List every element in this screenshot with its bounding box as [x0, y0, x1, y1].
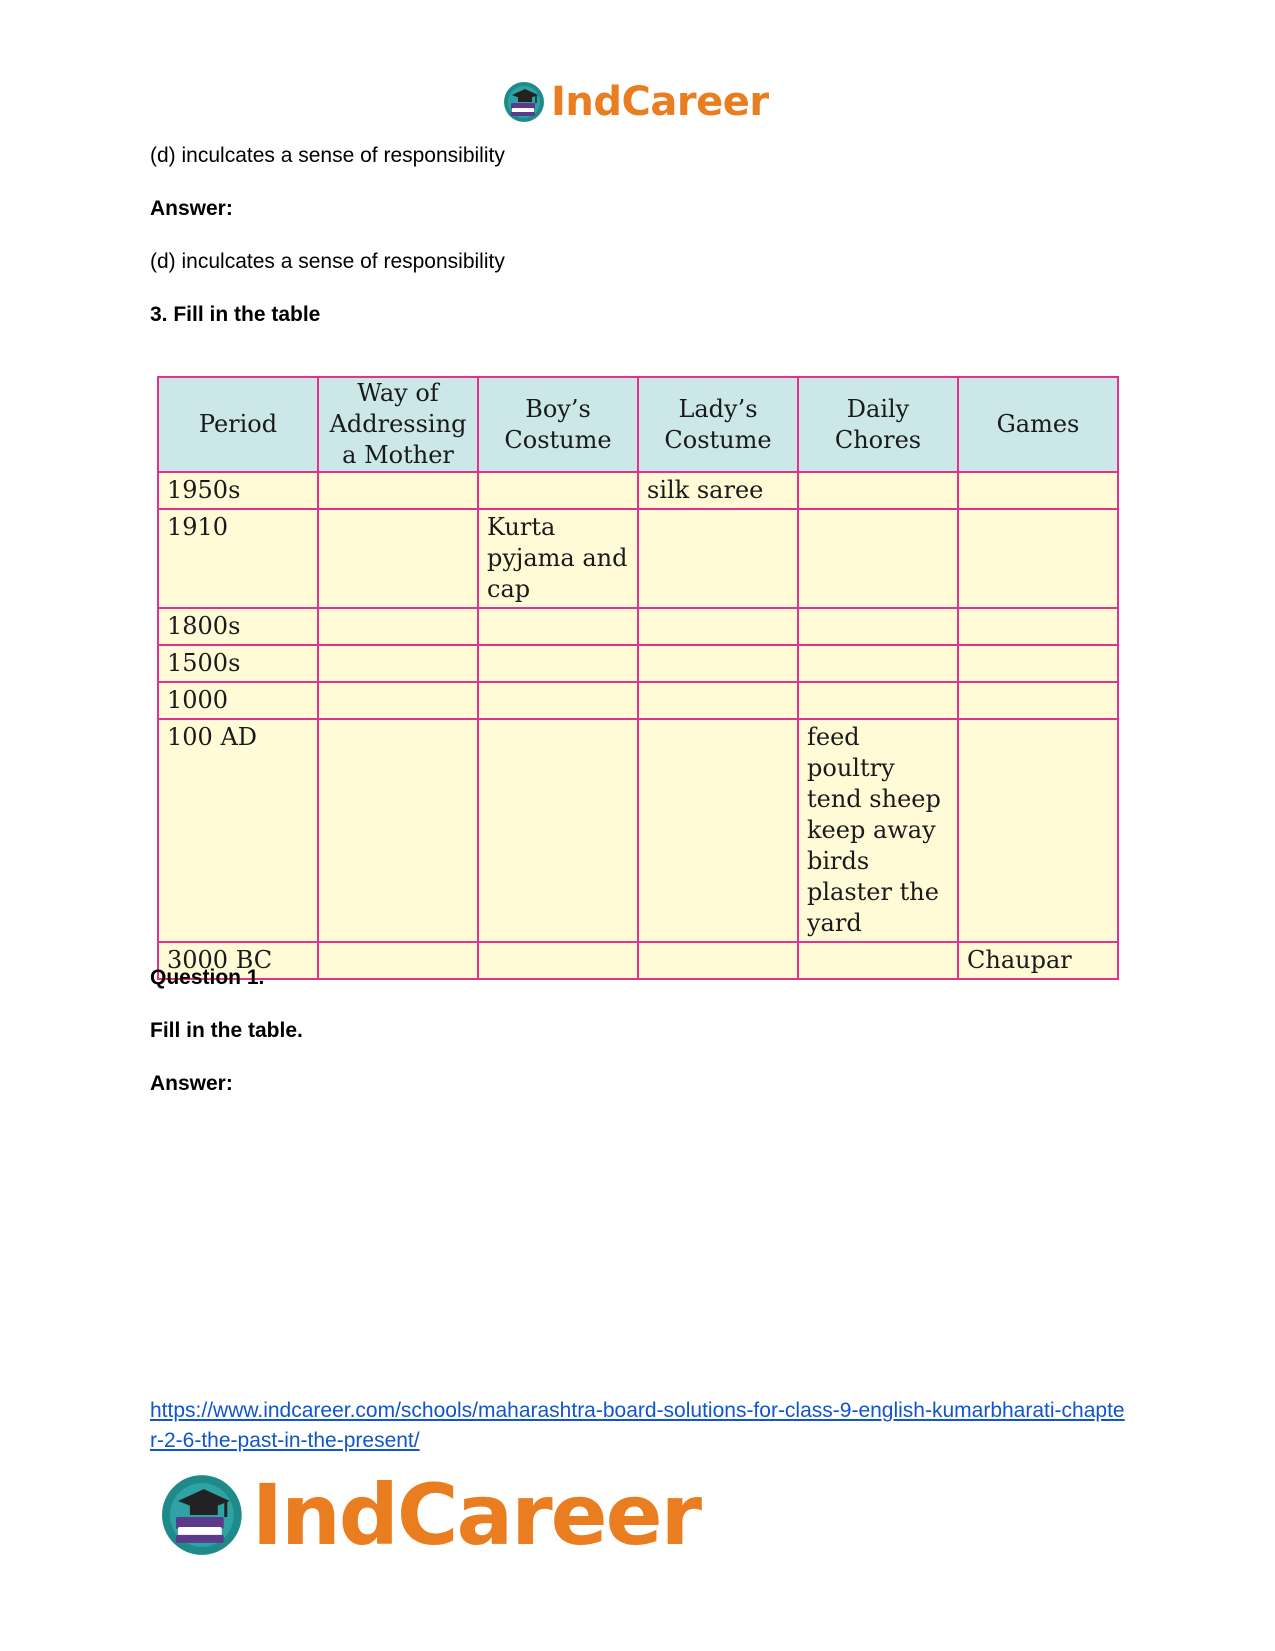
cell-boys-costume — [478, 645, 638, 682]
cell-period: 3000 BC — [158, 942, 318, 979]
answer-label-2: Answer: — [150, 1072, 233, 1095]
cell-ladys-costume: silk saree — [638, 472, 798, 509]
source-link[interactable]: https://www.indcareer.com/schools/maharashtra-board-solutions-for-class-9-english-kumarbharati-chapter-2-6-the-past-in-the-present/ — [150, 1399, 1125, 1452]
cell-daily-chores — [798, 942, 958, 979]
logo-bottom — [160, 1465, 700, 1565]
cell-period: 100 AD — [158, 719, 318, 942]
cell-addressing — [318, 608, 478, 645]
cell-boys-costume — [478, 719, 638, 942]
cell-ladys-costume — [638, 942, 798, 979]
cell-games: Chaupar — [958, 942, 1118, 979]
cell-period: 1910 — [158, 509, 318, 608]
question-label: Question 1. — [150, 966, 265, 989]
cell-ladys-costume — [638, 682, 798, 719]
cell-addressing — [318, 472, 478, 509]
graduation-cap-book-icon — [503, 81, 545, 123]
cell-boys-costume: Kurta pyjama and cap — [478, 509, 638, 608]
cell-ladys-costume — [638, 645, 798, 682]
cell-ladys-costume — [638, 608, 798, 645]
cell-daily-chores — [798, 645, 958, 682]
cell-addressing — [318, 719, 478, 942]
cell-period: 1500s — [158, 645, 318, 682]
cell-games — [958, 509, 1118, 608]
cell-period: 1950s — [158, 472, 318, 509]
graduation-cap-book-icon — [160, 1473, 244, 1557]
brand-name: IndCareer — [551, 79, 769, 125]
cell-ladys-costume — [638, 509, 798, 608]
header-daily-chores: Daily Chores — [798, 377, 958, 472]
question-text: Fill in the table. — [150, 1019, 303, 1042]
header-games: Games — [958, 377, 1118, 472]
option-line: (d) inculcates a sense of responsibility — [150, 144, 505, 167]
cell-games — [958, 472, 1118, 509]
cell-daily-chores — [798, 682, 958, 719]
header-addressing: Way of Addressing a Mother — [318, 377, 478, 472]
table-row — [158, 645, 1118, 682]
cell-daily-chores: feed poultry tend sheep keep away birds plaster the yard — [798, 719, 958, 942]
cell-games — [958, 608, 1118, 645]
cell-ladys-costume — [638, 719, 798, 942]
cell-boys-costume — [478, 942, 638, 979]
cell-daily-chores — [798, 608, 958, 645]
cell-period: 1800s — [158, 608, 318, 645]
cell-boys-costume — [478, 608, 638, 645]
table-row — [158, 509, 1118, 608]
table-row — [158, 942, 1118, 979]
fill-in-table-wrapper — [157, 376, 1117, 980]
fill-in-table — [157, 376, 1119, 980]
cell-period: 1000 — [158, 682, 318, 719]
cell-games — [958, 719, 1118, 942]
brand-name: IndCareer — [251, 1466, 700, 1564]
cell-addressing — [318, 682, 478, 719]
cell-addressing — [318, 509, 478, 608]
section-heading: 3. Fill in the table — [150, 303, 321, 326]
header-ladys-costume: Lady’s Costume — [638, 377, 798, 472]
cell-boys-costume — [478, 682, 638, 719]
cell-games — [958, 682, 1118, 719]
answer-label: Answer: — [150, 197, 233, 220]
cell-addressing — [318, 942, 478, 979]
table-row — [158, 472, 1118, 509]
cell-addressing — [318, 645, 478, 682]
table-header-row — [158, 377, 1118, 472]
table-row — [158, 719, 1118, 942]
table-row — [158, 608, 1118, 645]
header-period: Period — [158, 377, 318, 472]
logo-top — [503, 78, 773, 126]
cell-boys-costume — [478, 472, 638, 509]
cell-daily-chores — [798, 509, 958, 608]
header-boys-costume: Boy’s Costume — [478, 377, 638, 472]
table-row — [158, 682, 1118, 719]
answer-value: (d) inculcates a sense of responsibility — [150, 250, 505, 273]
cell-daily-chores — [798, 472, 958, 509]
cell-games — [958, 645, 1118, 682]
